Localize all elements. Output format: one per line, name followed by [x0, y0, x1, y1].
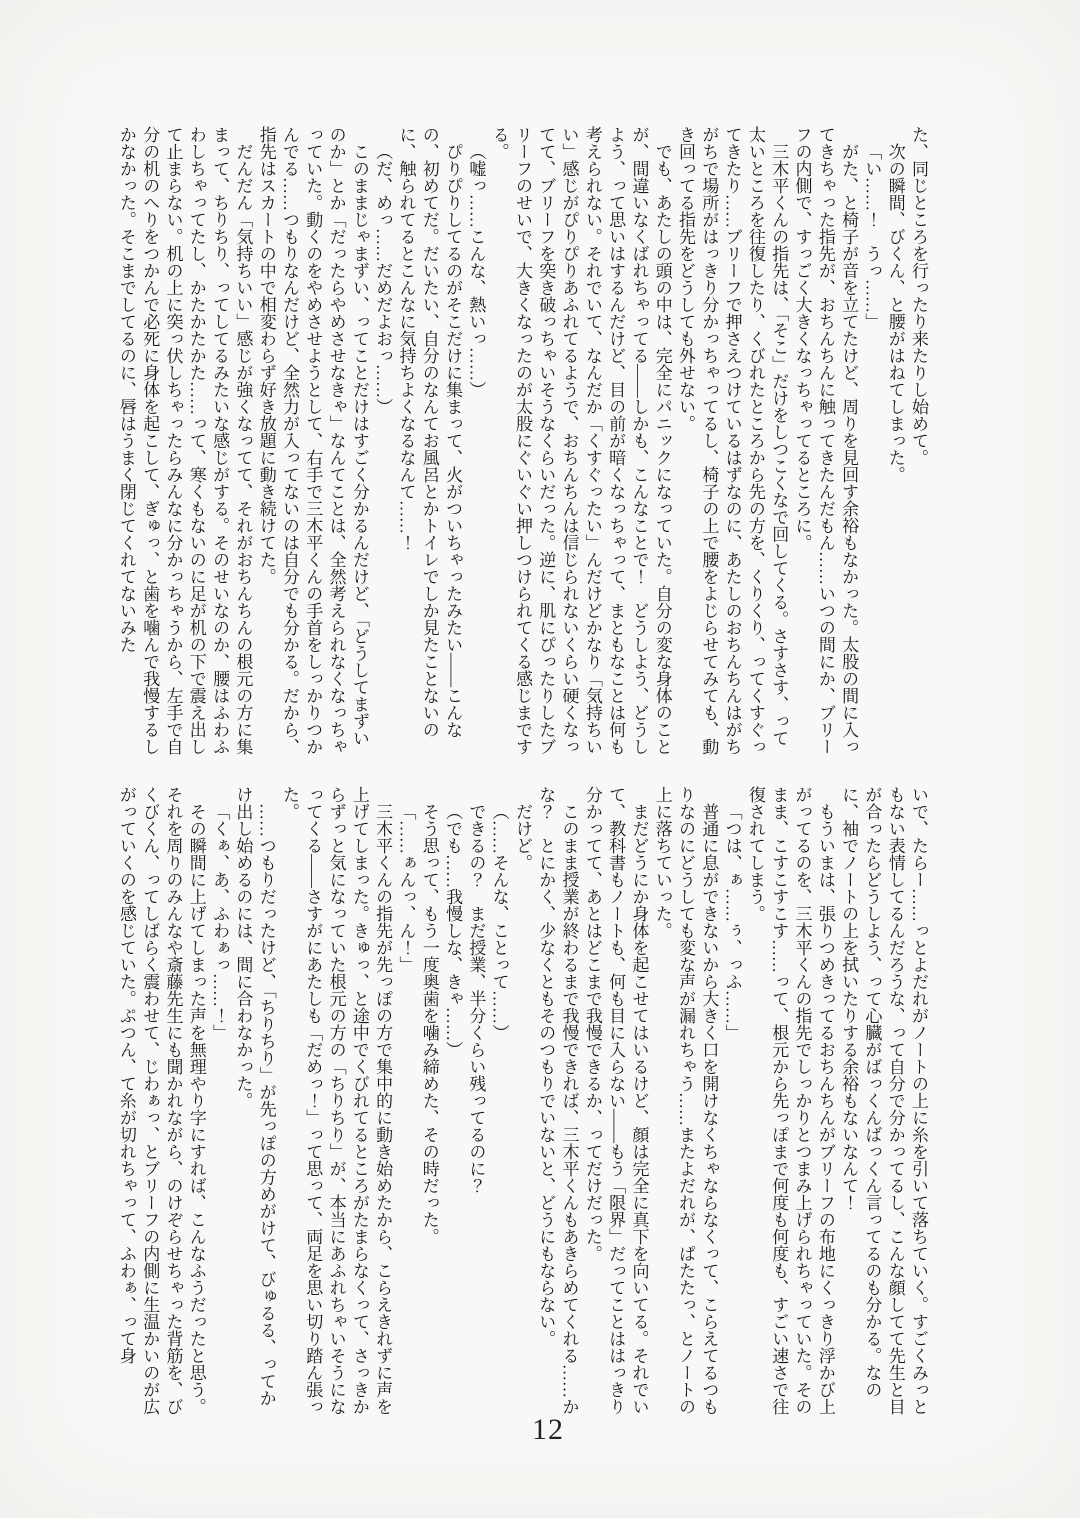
paragraph: 三木平くんの指先が先っぽの方で集中的に動き始めたから、こらえきれずに声を上げてしまった。きゅっ、と途中でくびれてるところがたまらなくって、さっきからずっと気になっていた根元の方の「ちりちり」が、本当にあふれちゃいそうになってくる――さすがにあたしも「だめっ！」って思って、両足を思い切り踏ん張った。	[279, 786, 393, 1415]
paragraph: 「……ぁんっ、ん！」	[396, 803, 416, 973]
paragraph: いで、たらー……っとよだれがノートの上に糸を引いて落ちていく。すごくみっともない表情してるんだろうな、って自分で分かってるし、こんな顔してて先生と目が合ったらどうしよう、って心臓がばっくんばっくん言ってるのも分かる。なのに、袖でノートの上を拭いたりする余裕もないなんて！	[839, 786, 928, 1415]
text-block-bottom	[115, 786, 930, 1418]
paragraph: できるの？ まだ授業、半分くらい残ってるのに？	[466, 803, 486, 1194]
paragraph: このままじゃまずい、ってことだけはすごく分かるんだけど、「どうしてまずいのか」とか「だったらやめさせなきゃ」なんてことは、全然考えられなくなっちゃっていた。動くのをやめさせようとして、右手で三木平くんの手首をしっかりつかんでる……つもりなんだけど、全然力が入ってないのは自分でも分かる。だから、指先はスカートの中で相変わらず好き放題に動き続けてた。	[256, 126, 369, 755]
paragraph: 「い……！ うっ……」	[862, 143, 882, 330]
paragraph: ……つもりだったけど、「ちりちり」が先っぽの方めがけて、びゅるる、ってかけ出し始めるのには、間に合わなかった。	[233, 786, 276, 1407]
paragraph: 次の瞬間、びくん、と腰がはねてしまった。	[885, 143, 905, 483]
paragraph: 「くぁ、あ、ふわぁっ……！」	[210, 803, 230, 1041]
paragraph: そう思って、もう一度奥歯を噛み締めた、その時だった。	[419, 803, 439, 1245]
page-number: 12	[532, 1413, 564, 1446]
text-block-top	[115, 126, 930, 758]
paragraph: た、同じところを行ったり来たりし始めて。	[909, 126, 928, 466]
paragraph: このまま授業が終わるまで我慢できれば、三木平くんもあきらめてくれる……かな？ とにかく、少なくともそのつもりでいないと、どうにもならない。	[536, 786, 579, 1415]
paragraph: 普通に息ができないから大きく口を開けなくちゃならなくって、こらえてるつもりなのにどうしても変な声が漏れちゃう……またよだれが、ぱたたっ、とノートの上に落ちていった。	[652, 786, 719, 1415]
paragraph: （だ、めっ……だめだよおっ……）	[373, 143, 393, 415]
paragraph: その瞬間に上げてしまった声を無理やり字にすれば、こんなふうだったと思う。それを周りのみんなや斎藤先生にも聞かれながら、のけぞらせちゃった背筋を、びくびくん、ってしばらく震わせて、じわぁっ、とブリーフの内側に生温かいのが広がっていくのを感じていた。ぷつん、て糸が切れちゃって、ふわぁ、って身	[116, 786, 206, 1415]
paragraph: でも、あたしの頭の中は、完全にパニックになっていた。自分の変な身体のことが、間違いなくばれちゃってる――しかも、こんなことで！ どうしよう、どうしよう、って思いはするんだけど、目の前が暗くなっちゃって、まともなことは何も考えられない。それでいて、なんだか「くすぐったい」んだけどかなり「気持ちいい」感じがぴりぴりあふれてるようで、おちんちんは信じられないくらい硬くなってて、ブリーフを突き破っちゃいそうなくらいだった。逆に、肌にぴったりしたブリーフのせいで、大きくなったのが太股にぐいぐい押しつけられてくる感じまでする。	[489, 126, 672, 755]
paragraph: 「つは、ぁ……ぅ、っふ……」	[722, 803, 742, 1041]
paragraph: （……そんな、ことって……）	[489, 803, 509, 1041]
paragraph: （嘘っ……こんな、熱いっ……）	[466, 143, 486, 398]
paragraph: もういまは、張りつめきってるおちんちんがブリーフの布地にくっきり浮かび上がってるのを、三木平くんの指先でしっかりとつまみ上げられちゃっていた。そのまま、こすこすこす……って、根元から先っぽまで何度も何度も、すごい速さで往復されてしまう。	[745, 786, 835, 1415]
paragraph: ぴりぴりしてるのがそこだけに集まって、火がついちゃったみたい――こんなの、初めてだ。だいたい、自分のなんてお風呂とかトイレでしか見たことないのに、触られてるとこんなに気持ちよくなるなんて……！	[396, 126, 463, 738]
paragraph: だんだん「気持ちいい」感じが強くなってて、それがおちんちんの根元の方に集まって、ちりちり、ってしてるみたいな感じがする。そのせいなのか、腰はふわふわしちゃってたし、かたかたかた……って、寒くもないのに足が机の下で震え出して止まらない。机の上に突っ伏しちゃったらみんなに分かっちゃうから、左手で自分の机のへりをつかんで必死に身体を起こして、ぎゅっ、と歯を噛んで我慢するしかなかった。そこまでしてるのに、唇はうまく閉じてくれてないみた	[116, 126, 253, 755]
paragraph: まだどうにか身体を起こせてはいるけど、顔は完全に真下を向いてる。それでいて、教科書もノートも、何も目に入らない――もう「限界」だってことははっきり分かってて、あとはどこまで我慢できるか、ってだけだった。	[582, 786, 649, 1415]
paragraph: 三木平くんの指先は、「そこ」だけをしつこくなで回してくる。さすさす、って太いところを往復したり、くびれたところから先の方を、くりくり、ってくすぐってきたり……ブリーフで押さえつけているはずなのに、あたしのおちんちんはがちがちで場所がはっきり分かっちゃってるし、椅子の上で腰をよじらせてみても、動き回ってる指先をどうしても外せない。	[676, 126, 789, 755]
paragraph: だけど。	[512, 803, 532, 871]
paragraph: （でも……我慢しな、きゃ……）	[443, 803, 463, 1058]
paragraph: がた、と椅子が音を立てたけど、周りを見回す余裕もなかった。太股の間に入ってきちゃった指先が、おちんちんに触ってきたんだもん……いつの間にか、ブリーフの内側で、すっごく大きくなっちゃってるところに。	[792, 126, 859, 755]
